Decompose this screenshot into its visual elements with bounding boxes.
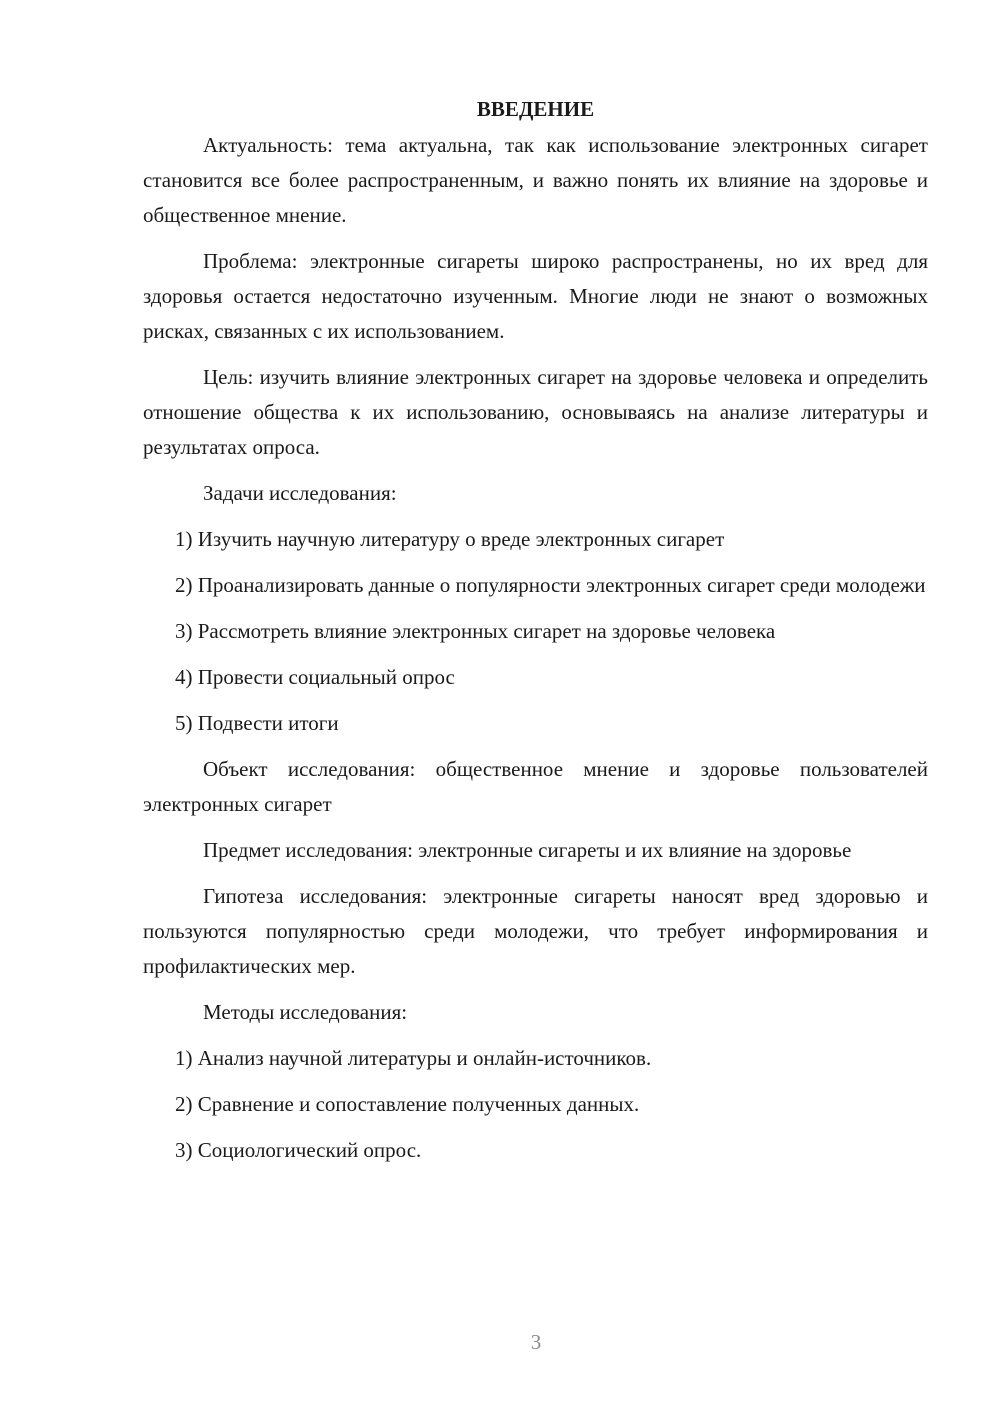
task-item: 5) Подвести итоги	[175, 711, 339, 735]
section-heading: ВВЕДЕНИЕ	[476, 97, 595, 121]
task-item: 2) Проанализировать данные о популярности электронных сигарет среди молодежи	[175, 573, 926, 597]
method-item: 2) Сравнение и сопоставление полученных данных.	[175, 1092, 640, 1116]
task-item: 4) Провести социальный опрос	[175, 665, 455, 689]
goal-paragraph: Цель: изучить влияние электронных сигарет на здоровье человека и определить отношение общества к их использованию, основываясь на анализе литературы и результатах опроса.	[143, 365, 928, 459]
relevance-paragraph: Актуальность: тема актуальна, так как использование электронных сигарет становится все более распространенным, и важно понять их влияние на здоровье и общественное мнение.	[143, 133, 928, 227]
page-number: 3	[530, 1330, 542, 1354]
problem-paragraph: Проблема: электронные сигареты широко распространены, но их вред для здоровья остается недостаточно изученным. Многие люди не знают о возможных рисках, связанных с их использованием.	[143, 249, 928, 343]
methods-title: Методы исследования:	[203, 1000, 408, 1024]
hypothesis-paragraph: Гипотеза исследования: электронные сигареты наносят вред здоровью и пользуются популярностью среди молодежи, что требует информирования и профилактических мер.	[143, 884, 928, 978]
task-item: 3) Рассмотреть влияние электронных сигарет на здоровье человека	[175, 619, 776, 643]
object-paragraph: Объект исследования: общественное мнение и здоровье пользователей электронных сигарет	[143, 757, 928, 816]
document-page	[143, 92, 928, 1179]
task-item: 1) Изучить научную литературу о вреде электронных сигарет	[175, 527, 725, 551]
method-item: 1) Анализ научной литературы и онлайн-источников.	[175, 1046, 652, 1070]
subject-paragraph: Предмет исследования: электронные сигареты и их влияние на здоровье	[203, 838, 852, 862]
tasks-title: Задачи исследования:	[203, 481, 397, 505]
method-item: 3) Социологический опрос.	[175, 1138, 422, 1162]
